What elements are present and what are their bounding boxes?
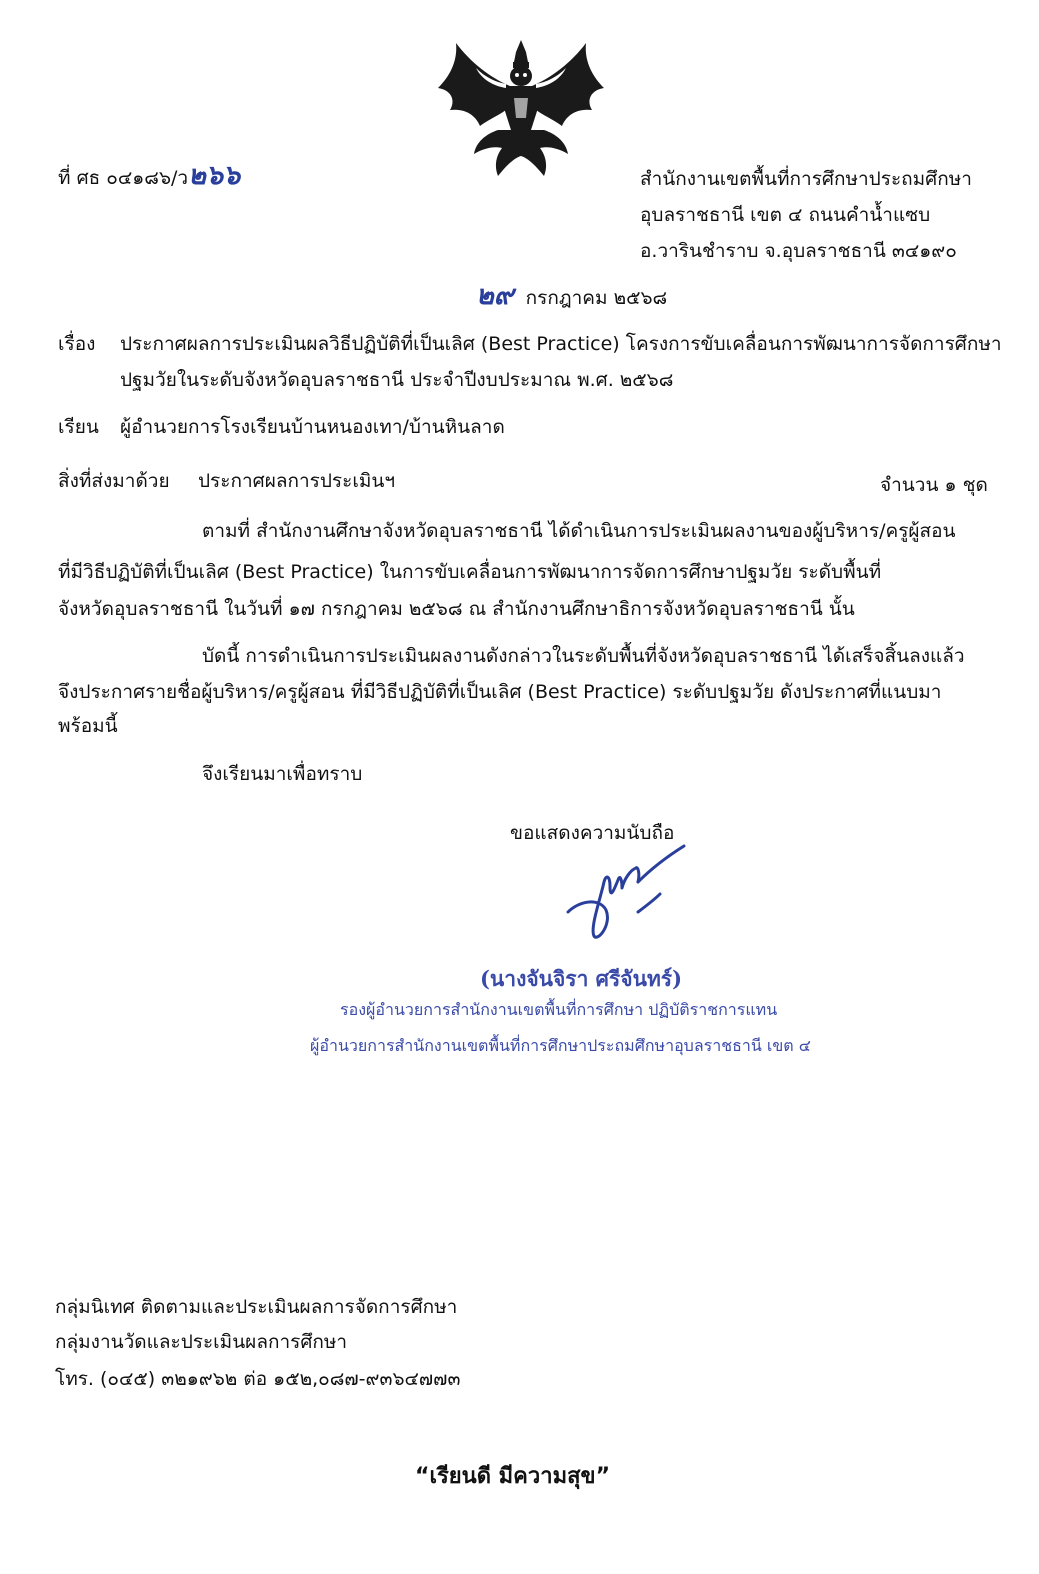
body-p2-line3: พร้อมนี้ xyxy=(58,715,118,737)
signer-title-line1: รองผู้อำนวยการสำนักงานเขตพื้นที่การศึกษา ปฏิบัติราชการแทน xyxy=(340,1000,778,1019)
document-number xyxy=(58,160,241,191)
signer-name: (นางจันจิรา ศรีจันทร์) xyxy=(480,966,683,991)
garuda-emblem-icon xyxy=(436,38,606,183)
date-day-handwritten: ๒๙ xyxy=(476,280,514,311)
subject-line2: ปฐมวัยในระดับจังหวัดอุบลราชธานี ประจำปีงบประมาณ พ.ศ. ๒๕๖๘ xyxy=(120,369,674,391)
subject-label: เรื่อง xyxy=(58,333,96,355)
footer-department-line2: กลุ่มงานวัดและประเมินผลการศึกษา xyxy=(55,1331,348,1353)
footer-department-line1: กลุ่มนิเทศ ติดตามและประเมินผลการจัดการศึกษา xyxy=(55,1296,458,1318)
document-number-prefix: ที่ ศธ ๐๔๑๘๖/ว xyxy=(58,167,189,189)
signer-title-line2: ผู้อำนวยการสำนักงานเขตพื้นที่การศึกษาประถมศึกษาอุบลราชธานี เขต ๔ xyxy=(310,1036,811,1055)
office-address-line3: อ.วารินชำราบ จ.อุบลราชธานี ๓๔๑๙๐ xyxy=(640,240,957,262)
addressee-label: เรียน xyxy=(58,416,99,438)
office-address-line1: สำนักงานเขตพื้นที่การศึกษาประถมศึกษา xyxy=(640,168,972,190)
footer-slogan: “เรียนดี มีความสุข” xyxy=(415,1464,611,1489)
enclosure-quantity: จำนวน ๑ ชุด xyxy=(880,474,988,496)
body-p2-line2: จึงประกาศรายชื่อผู้บริหาร/ครูผู้สอน ที่มีวิธีปฏิบัติที่เป็นเลิศ (Best Practice) ระดับปฐมวัย ดังประกาศที่แนบมา xyxy=(58,681,942,703)
closing-text: จึงเรียนมาเพื่อทราบ xyxy=(202,763,363,785)
body-p2-line1: บัดนี้ การดำเนินการประเมินผลงานดังกล่าวในระดับพื้นที่จังหวัดอุบลราชธานี ได้เสร็จสิ้นลงแล้ว xyxy=(202,645,965,667)
regards-text: ขอแสดงความนับถือ xyxy=(510,822,675,844)
body-p1-line2: ที่มีวิธีปฏิบัติที่เป็นเลิศ (Best Practice) ในการขับเคลื่อนการพัฒนาการจัดการศึกษาปฐมวัย ระดับพื้นที่ xyxy=(58,561,882,583)
enclosure-label: สิ่งที่ส่งมาด้วย xyxy=(58,470,170,492)
subject-line1: ประกาศผลการประเมินผลวิธีปฏิบัติที่เป็นเลิศ (Best Practice) โครงการขับเคลื่อนการพัฒนาการจัดการศึกษา xyxy=(120,333,1002,355)
document-number-handwritten: ๒๖๖ xyxy=(188,160,241,191)
body-p1-line3: จังหวัดอุบลราชธานี ในวันที่ ๑๗ กรกฎาคม ๒๕๖๘ ณ สำนักงานศึกษาธิการจังหวัดอุบลราชธานี นั้น xyxy=(58,598,855,620)
footer-phone: โทร. (๐๔๕) ๓๒๑๙๖๒ ต่อ ๑๕๒,๐๘๗-๙๓๖๔๗๗๓ xyxy=(55,1368,461,1390)
date-month-year: กรกฎาคม ๒๕๖๘ xyxy=(525,287,668,309)
document-date xyxy=(476,280,668,311)
addressee-text: ผู้อำนวยการโรงเรียนบ้านหนองเทา/บ้านหินลาด xyxy=(120,416,505,438)
handwritten-signature xyxy=(560,840,690,955)
office-address-line2: อุบลราชธานี เขต ๔ ถนนคำน้ำแซบ xyxy=(640,204,931,226)
body-p1-line1: ตามที่ สำนักงานศึกษาจังหวัดอุบลราชธานี ได้ดำเนินการประเมินผลงานของผู้บริหาร/ครูผู้สอน xyxy=(202,520,956,542)
enclosure-text: ประกาศผลการประเมินฯ xyxy=(198,470,396,492)
